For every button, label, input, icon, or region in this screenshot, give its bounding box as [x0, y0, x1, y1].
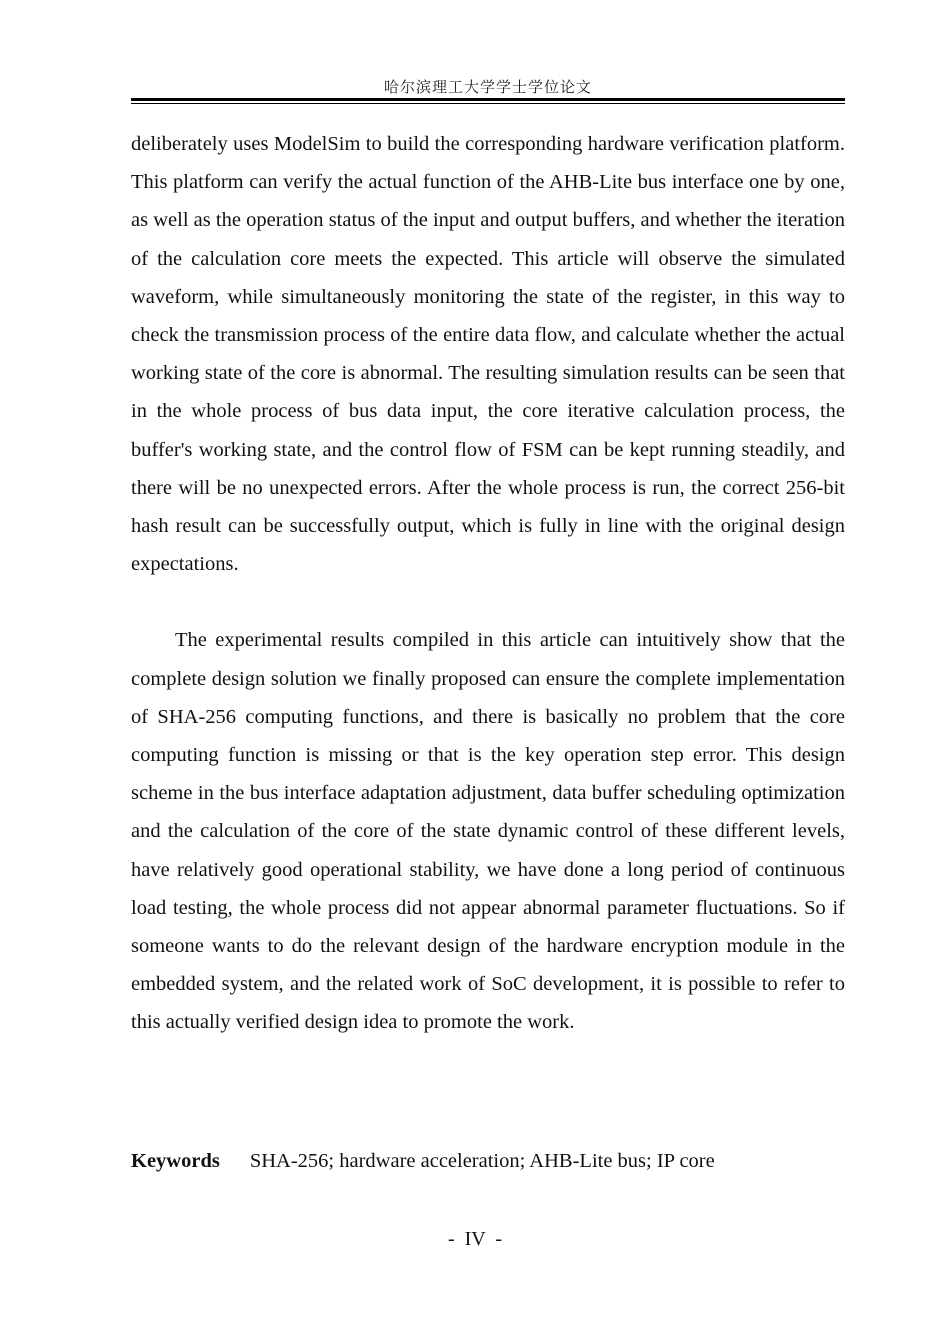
keywords-label: Keywords [131, 1150, 220, 1172]
body-paragraph-2: The experimental results compiled in this article can intuitively show that the complete design solution we finally proposed can ensure the complete implementation of SHA-256 computing functions, and there is basically no problem that the core computing function is missing or that is the key operation step error. This design scheme in the bus interface adaptation adjustment, data buffer scheduling optimization and the calculation of the core of the state dynamic control of these different levels, have relatively good operational stability, we have done a long period of continuous load testing, the whole process did not appear abnormal parameter fluctuations. So if someone wants to do the relevant design of the hardware encryption module in the embedded system, and the related work of SoC development, it is possible to refer to this actually verified design idea to promote the work. [131, 629, 845, 1034]
keywords-line [131, 1142, 845, 1180]
body-paragraph-1: deliberately uses ModelSim to build the corresponding hardware verification platform. This platform can verify the actual function of the AHB-Lite bus interface one by one, as well as the operation status of the input and output buffers, and whether the iteration of the calculation core meets the expected. This article will observe the simulated waveform, while simultaneously monitoring the state of the register, in this way to check the transmission process of the entire data flow, and calculate whether the actual working state of the core is abnormal. The resulting simulation results can be seen that in the whole process of bus data input, the core iterative calculation process, the buffer's working state, and the control flow of FSM can be kept running steadily, and there will be no unexpected errors. After the whole process is run, the correct 256-bit hash result can be successfully output, which is fully in line with the original design expectations. [131, 133, 845, 576]
abstract-body [131, 125, 845, 1042]
header-rule-thin [131, 103, 845, 104]
running-header-title: 哈尔滨理工大学学士学位论文 [383, 80, 592, 96]
page-number: - IV - [447, 1228, 503, 1250]
header-rule-thick [131, 98, 845, 101]
keywords-text: SHA-256; hardware acceleration; AHB-Lite bus; IP core [249, 1150, 715, 1172]
